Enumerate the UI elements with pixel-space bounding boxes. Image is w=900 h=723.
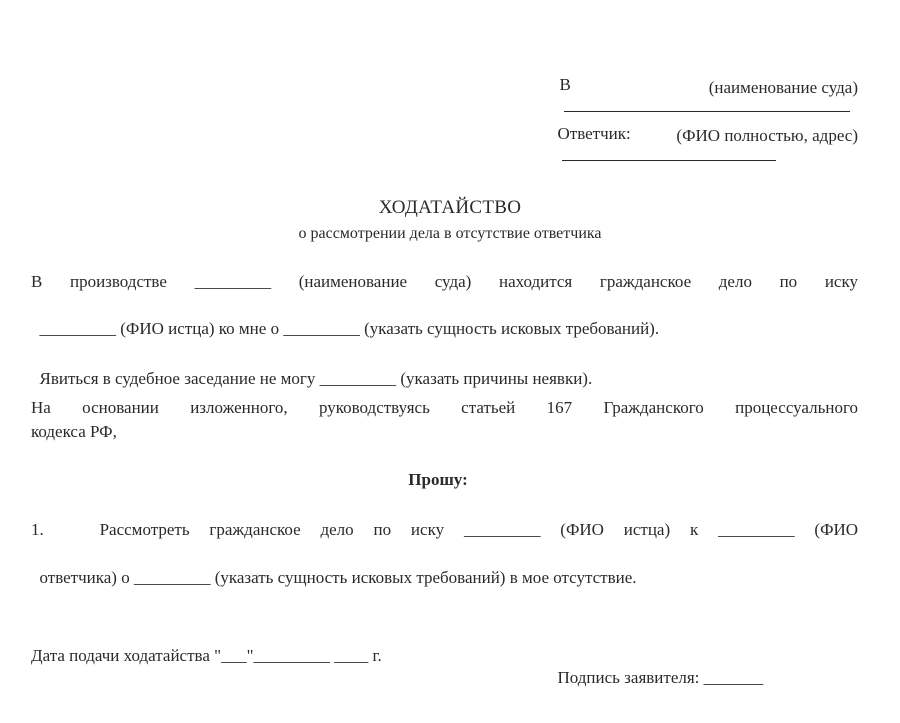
- plaintiff-blank: _________: [39, 319, 116, 338]
- para1-text-a: В производстве: [31, 272, 167, 291]
- para1-text-b: (наименование суда) находится гражданское дело по иску: [298, 272, 858, 291]
- document-title: ХОДАТАЙСТВО: [378, 197, 522, 218]
- item1-plaintiff-blank: _________: [463, 520, 541, 539]
- item1-number: 1.: [31, 520, 44, 539]
- item1-line1: [31, 519, 858, 541]
- signature-label: Подпись заявителя:: [557, 668, 700, 687]
- item1-text-b: (ФИО истца) к: [560, 520, 699, 539]
- para1-text-c: (ФИО истца) ко мне о: [120, 319, 280, 338]
- para1-line1: [31, 271, 858, 293]
- item1-defendant-blank: _________: [718, 520, 795, 539]
- item1-text-c: (ФИО: [814, 520, 859, 539]
- para2-text-b: (указать причины неявки).: [400, 369, 593, 388]
- court-hint: (наименование суда): [708, 78, 858, 97]
- court-blank: _________: [194, 272, 272, 291]
- para2-text-a: Явиться в судебное заседание не могу: [39, 369, 316, 388]
- claim-blank: _________: [283, 319, 360, 338]
- item1-text-a: Рассмотреть гражданское дело по иску: [99, 520, 445, 539]
- signature-blank: _______: [703, 668, 764, 687]
- signature-line: [549, 645, 763, 689]
- para2: [31, 346, 592, 390]
- item1-text-d: ответчика) о: [39, 568, 130, 587]
- item1-claim-blank: _________: [133, 568, 211, 587]
- para3-line1: На основании изложенного, руководствуясь статьей 167 Гражданского процессуального: [31, 398, 858, 417]
- item1-line2: [31, 545, 637, 589]
- document-subtitle: о рассмотрении дела в отсутствие ответчика: [298, 225, 602, 242]
- defendant-hint: (ФИО полностью, адрес): [676, 126, 858, 145]
- para3-line2: кодекса РФ,: [31, 422, 117, 441]
- item1-text-e: (указать сущность исковых требований) в мое отсутствие.: [214, 568, 637, 587]
- defendant-blank: [562, 145, 776, 161]
- request-heading: Прошу:: [408, 470, 468, 489]
- header-to-label: В: [559, 75, 571, 94]
- para1-text-d: (указать сущность исковых требований).: [364, 319, 660, 338]
- defendant-label: Ответчик:: [557, 124, 631, 143]
- filing-date-line: Дата подачи ходатайства "___"_________ ____ г.: [31, 646, 382, 665]
- reason-blank: _________: [319, 369, 397, 388]
- para1-line2: [31, 296, 659, 340]
